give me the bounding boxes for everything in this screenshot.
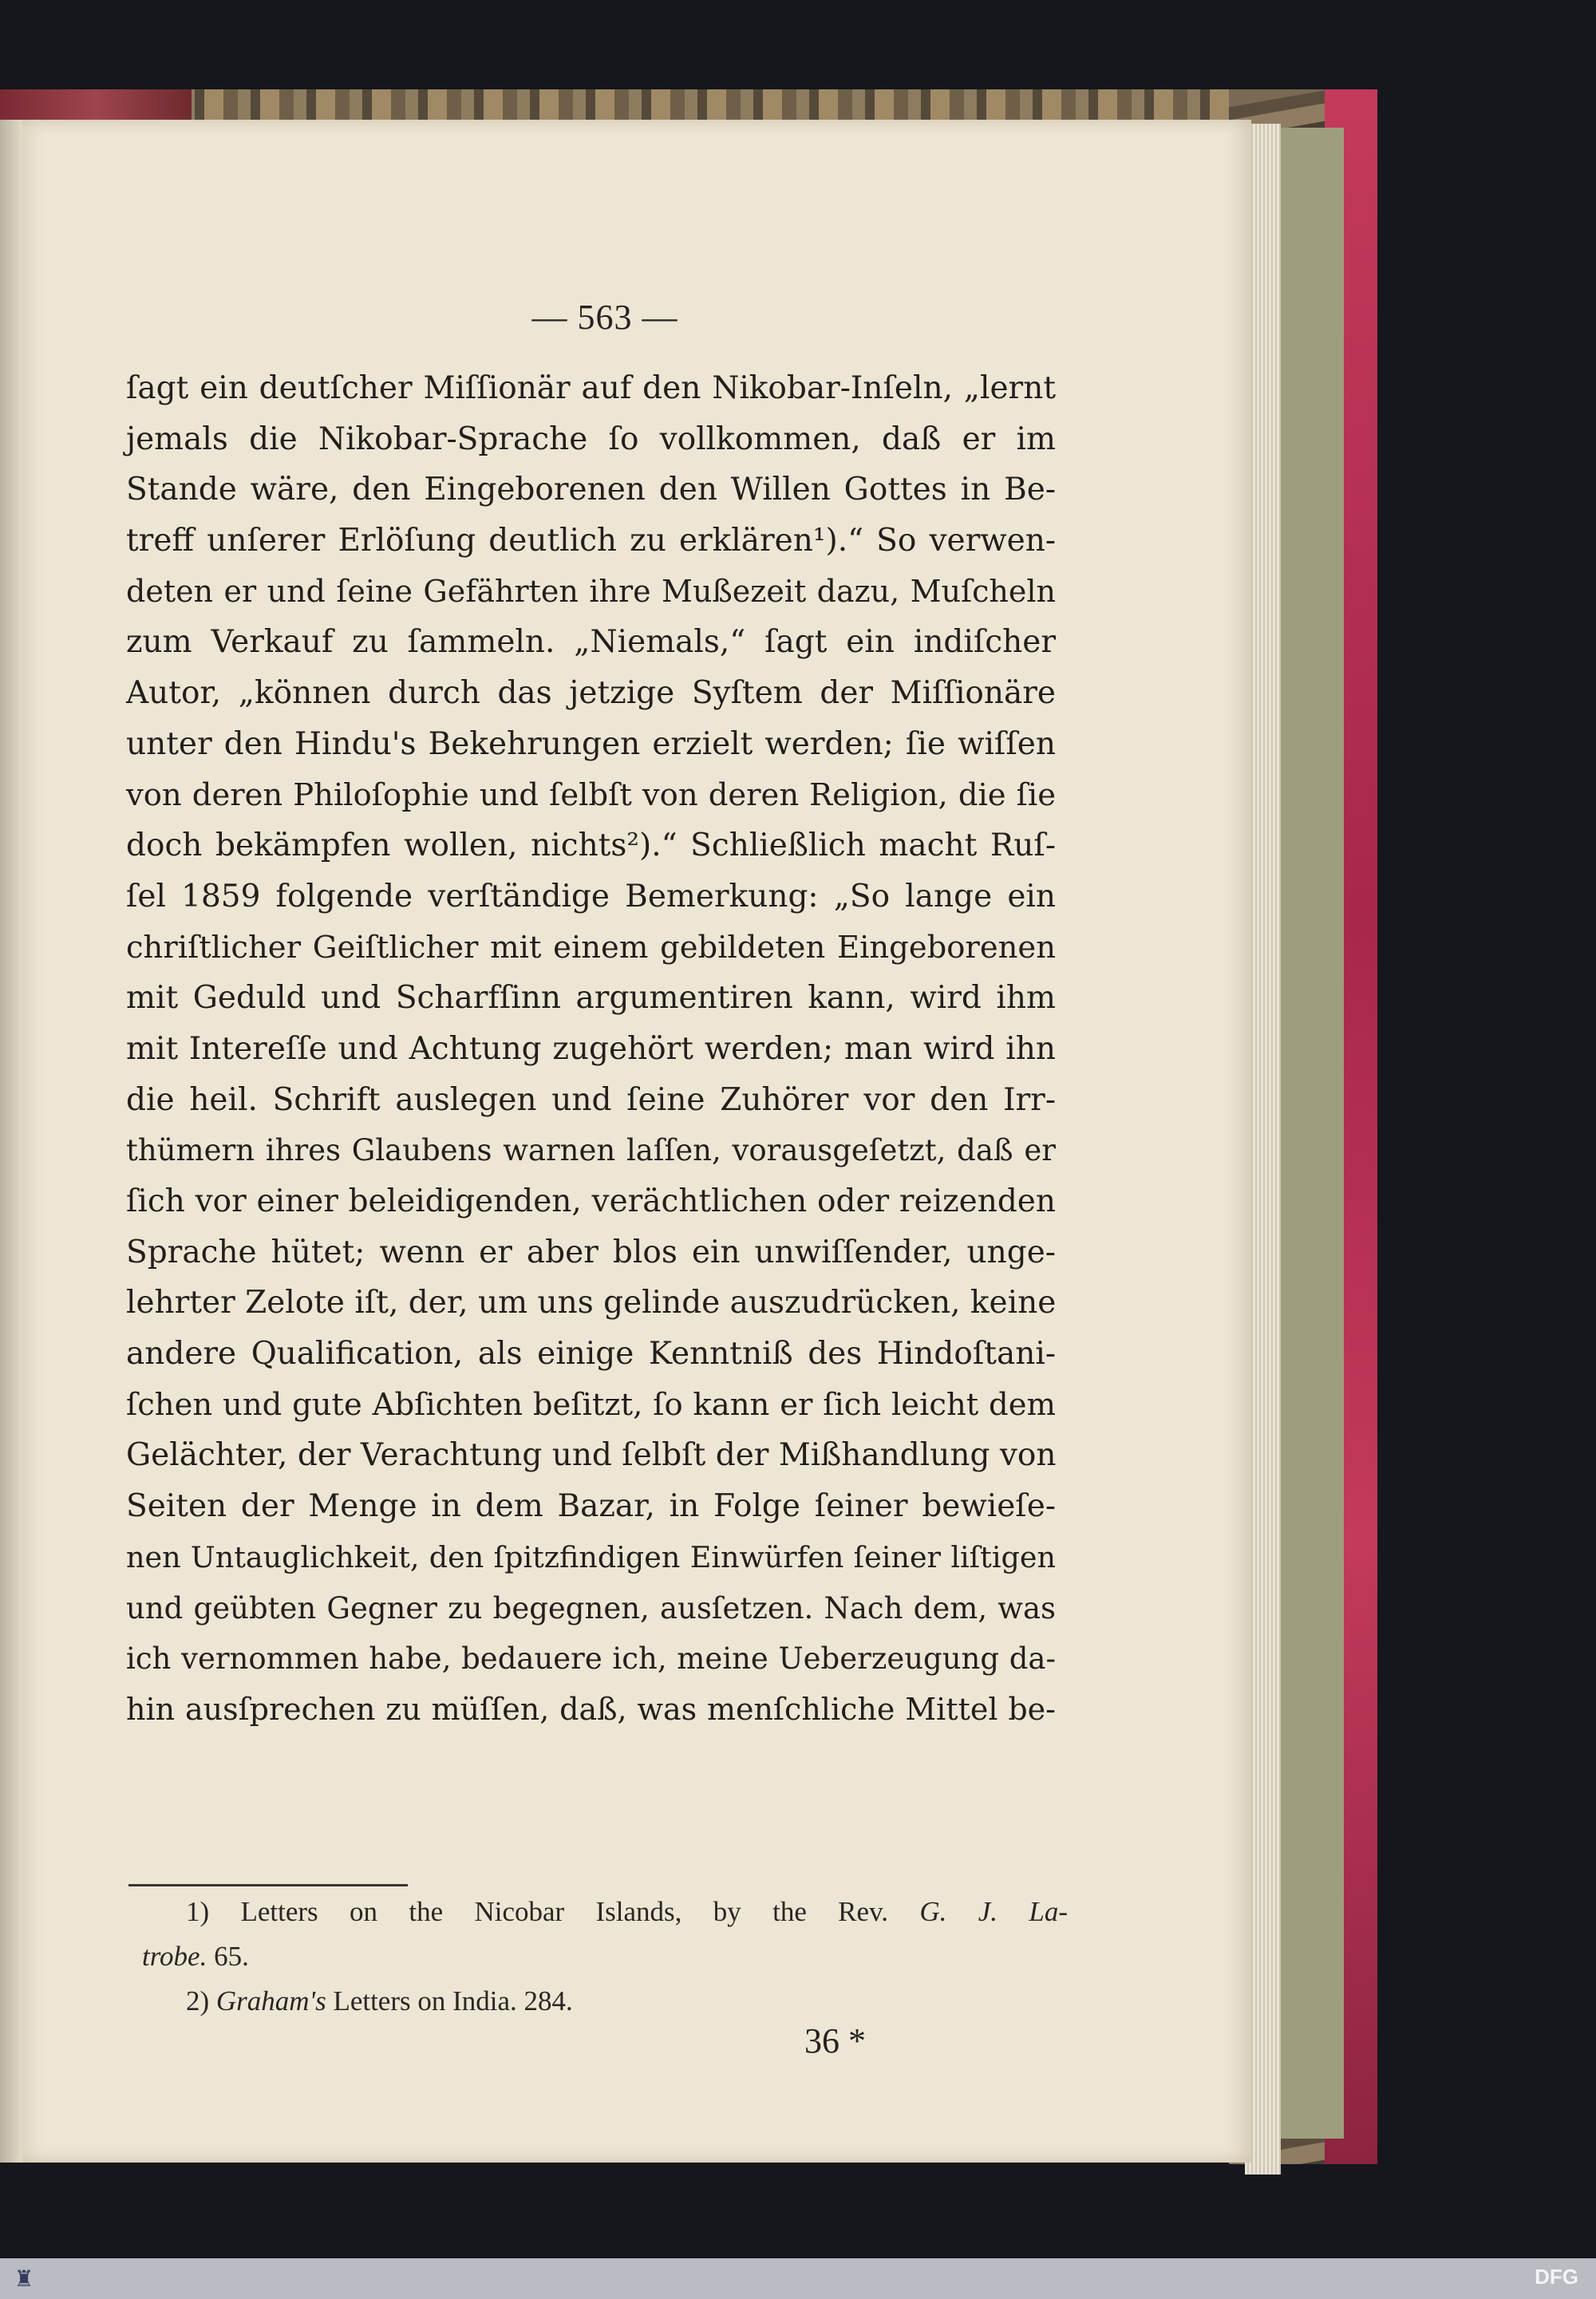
viewer-footer-bar	[0, 2258, 1596, 2299]
text-line: chriſtlicher Geiſtlicher mit einem gebildeten Eingeborenen	[126, 929, 1056, 966]
text-line: Sprache hütet; wenn er aber blos ein unwiſſender, unge-	[126, 1234, 1056, 1270]
text-line: die heil. Schrift auslegen und ſeine Zuhörer vor den Irr-	[126, 1081, 1056, 1118]
footnote-1-text: Letters on the Nicobar Islands, by the Rev.	[240, 1896, 889, 1927]
footnote-2-author: Graham's	[215, 1985, 326, 2017]
text-line: mit Intereſſe und Achtung zugehört werden; man wird ihn	[126, 1030, 1056, 1067]
text-line: und geübten Gegner zu begegnen, ausſetzen. Nach dem, was	[126, 1590, 1056, 1625]
footnotes	[126, 1890, 1068, 2024]
footnote-rule	[128, 1884, 408, 1886]
footnote-2	[126, 1979, 1068, 2024]
text-line: nen Untauglichkeit, den ſpitzfindigen Einwürfen ſeiner liſtigen	[126, 1539, 1056, 1574]
text-line: Gelächter, der Verachtung und ſelbſt der Mißhandlung von	[126, 1437, 1057, 1474]
footnote-1-author: G. J. La-	[919, 1896, 1068, 1927]
text-line: ſel 1859 folgende verſtändige Bemerkung: „So lange ein	[126, 878, 1056, 914]
text-line: zum Verkauf zu ſammeln. „Niemals,“ ſagt ein indiſcher	[126, 624, 1056, 661]
text-line: deten er und ſeine Gefährten ihre Mußezeit dazu, Muſcheln	[126, 573, 1056, 609]
text-line: Stande wäre, den Eingeborenen den Willen Gottes in Be-	[126, 472, 1056, 508]
text-line: ſagt ein deutſcher Miſſionär auf den Nikobar-Inſeln, „lernt	[126, 370, 1056, 406]
text-line: hin ausſprechen zu müſſen, daß, was menſchliche Mittel be-	[126, 1691, 1056, 1727]
book-page	[22, 120, 1251, 2163]
text-line: jemals die Nikobar-Sprache ſo vollkommen, daß er im	[126, 421, 1056, 457]
text-line: thümern ihres Glaubens warnen laſſen, vorausgeſetzt, daß er	[126, 1133, 1056, 1168]
facing-page-edge	[0, 120, 24, 2163]
text-line: ſich vor einer beleidigenden, verächtlichen oder reizenden	[126, 1183, 1056, 1219]
library-seal-icon[interactable]: ♜	[14, 2265, 34, 2292]
footnote-1-page: 65.	[214, 1941, 249, 1972]
text-line: Autor, „können durch das jetzige Syſtem der Miſſionäre	[126, 675, 1056, 712]
footnote-1-continuation	[126, 1934, 1068, 1979]
text-line: ich vernommen habe, bedauere ich, meine Ueberzeugung da-	[126, 1641, 1056, 1677]
footnote-1-author-cont: trobe.	[142, 1941, 207, 1972]
footnote-1	[126, 1890, 1068, 1934]
text-line: mit Geduld und Scharfſinn argumentiren kann, wird ihm	[126, 980, 1056, 1017]
text-line: doch bekämpfen wollen, nichts²).“ Schließlich macht Ruſ-	[126, 828, 1056, 864]
text-line: ſchen und gute Abſichten beſitzt, ſo kann er ſich leicht dem	[126, 1386, 1056, 1423]
text-line: von deren Philoſophie und ſelbſt von deren Religion, die ſie	[126, 776, 1056, 813]
page-header: — 563 —	[531, 298, 678, 337]
footnote-2-text: Letters on India. 284.	[333, 1985, 573, 2017]
dfg-logo[interactable]: DFG	[1535, 2265, 1578, 2289]
text-line: Seiten der Menge in dem Bazar, in Folge ſeiner bewieſe-	[126, 1488, 1056, 1525]
footnote-2-marker: 2)	[186, 1985, 210, 2017]
footnote-1-marker: 1)	[186, 1896, 210, 1927]
sheet-signature: 36 *	[804, 2021, 866, 2060]
text-line: lehrter Zelote iſt, der, um uns gelinde auszudrücken, keine	[126, 1285, 1057, 1321]
main-text	[126, 363, 1056, 1736]
text-line: treff unſerer Erlöſung deutlich zu erklären¹).“ So verwen-	[126, 523, 1056, 559]
text-line: andere Qualification, als einige Kenntniß des Hindoſtani-	[126, 1336, 1056, 1373]
text-line: unter den Hindu's Bekehrungen erzielt werden; ſie wiſſen	[126, 725, 1056, 762]
book-endpaper	[1277, 128, 1344, 2139]
